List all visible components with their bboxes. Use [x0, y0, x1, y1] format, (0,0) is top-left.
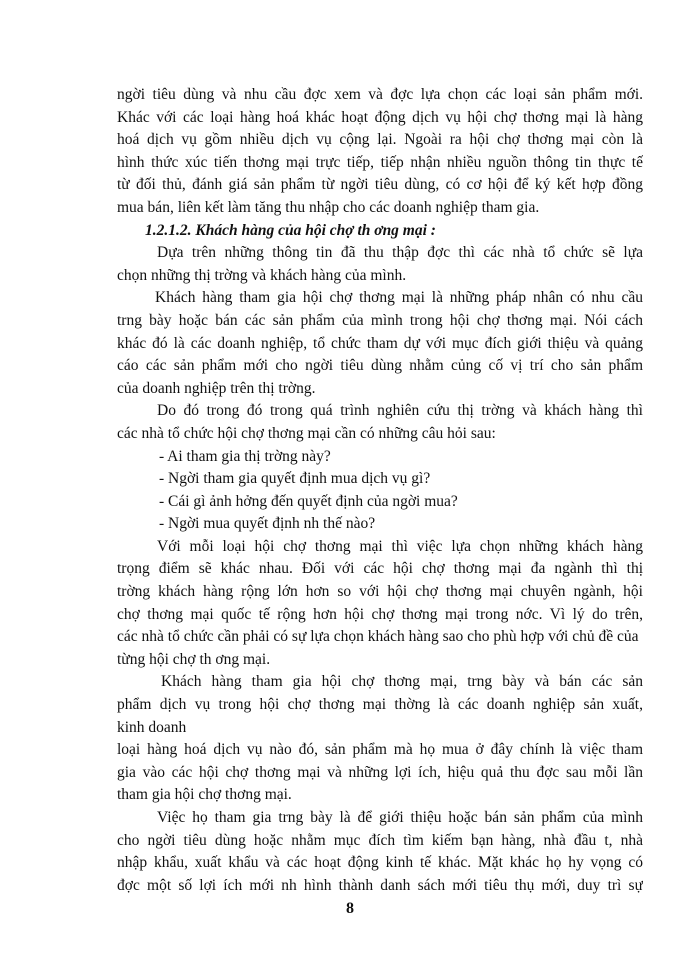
- question-item: - Ngời tham gia quyết định mua dịch vụ gì?: [159, 470, 431, 488]
- text-line: Do đó trong đó trong quá trình nghiên cứu thị trờng và khách hàng thì: [157, 402, 643, 420]
- text-line: trờng khách hàng rộng lớn hơn so với hội chợ thơng mại chuyên ngành, hội: [117, 583, 643, 601]
- text-line: của doanh nghiệp trên thị trờng.: [117, 379, 316, 397]
- text-line: Dựa trên những thông tin đã thu thập đợc thì các nhà tổ chức sẽ lựa: [157, 244, 643, 262]
- text-line: kinh doanh: [117, 718, 187, 736]
- question-item: - Cái gì ảnh hởng đến quyết định của ngời mua?: [159, 492, 458, 510]
- text-line: Việc họ tham gia trng bày là để giới thiệu hoặc bán sản phẩm của mình: [157, 809, 643, 826]
- text-line: khác đó là các doanh nghiệp, tổ chức tham dự với mục đích giới thiệu và quảng: [117, 334, 643, 352]
- text-line: gia vào các hội chợ thơng mại và những lợi ích, hiệu quả thu đợc sau mỗi lần: [117, 763, 643, 781]
- question-item: - Ai tham gia thị trờng này?: [159, 447, 331, 465]
- text-line: chợ thơng mại quốc tế rộng hơn hội chợ thơng mại trong nớc. Vì lý do trên,: [117, 605, 643, 623]
- text-line: hoá dịch vụ gồm nhiều dịch vụ cộng lại. Ngoài ra hội chợ thơng mại còn là: [117, 131, 643, 149]
- text-line: cho ngời tiêu dùng hoặc nhằm mục đích tìm kiếm bạn hàng, nhà đầu t, nhà: [117, 831, 643, 849]
- text-line: Khách hàng tham gia hội chợ thơng mại là những pháp nhân có nhu cầu: [155, 289, 643, 307]
- text-line: đợc một số lợi ích mới nh hình thành danh sách mới tiêu thụ mới, duy trì sự: [117, 876, 643, 894]
- text-line: các nhà tổ chức hội chợ thơng mại cần có những câu hỏi sau:: [117, 424, 496, 442]
- text-line: loại hàng hoá dịch vụ nào đó, sản phẩm mà họ mua ở đây chính là việc tham: [117, 741, 643, 759]
- text-line: Với mỗi loại hội chợ thơng mại thì việc lựa chọn những khách hàng: [157, 537, 643, 555]
- text-line: chọn những thị trờng và khách hàng của mình.: [117, 266, 407, 284]
- text-line: trng bày hoặc bán các sản phẩm của mình trong hội chợ thơng mại. Nói cách: [117, 311, 643, 329]
- text-line: nhập khẩu, xuất khẩu và các hoạt động kinh tế khác. Mặt khác họ hy vọng có: [117, 854, 643, 872]
- text-line: từng hội chợ th ơng mại.: [117, 650, 271, 668]
- question-item: - Ngời mua quyết định nh thế nào?: [159, 515, 376, 533]
- text-line: phẩm dịch vụ trong hội chợ thơng mại thờng là các doanh nghiệp sản xuất,: [117, 696, 643, 714]
- text-line: trọng điểm sẽ khác nhau. Đối với các hội chợ thơng mại đa ngành thì thị: [117, 560, 643, 578]
- body-text: [117, 84, 643, 897]
- section-heading: 1.2.1.2. Khách hàng của hội chợ th ơng mại :: [145, 221, 436, 239]
- text-line: tham gia hội chợ thơng mại.: [117, 786, 292, 804]
- text-line: Khách hàng tham gia hội chợ thơng mại, trng bày và bán các sản: [161, 673, 643, 691]
- text-line: ngời tiêu dùng và nhu cầu đợc xem và đợc lựa chọn các loại sản phẩm mới.: [117, 86, 643, 103]
- text-line: cáo các sản phẩm mới cho ngời tiêu dùng nhằm củng cố vị trí cho sản phẩm: [117, 357, 643, 375]
- text-line: từ đối thủ, đánh giá sản phẩm từ ngời tiêu dùng, có cơ hội để ký kết hợp đồng: [117, 176, 643, 194]
- text-line: hình thức xúc tiến thơng mại trực tiếp, tiếp nhận nhiều nguồn thông tin thực tế: [117, 153, 643, 171]
- text-line: Khác với các loại hàng hoá khác hoạt động dịch vụ hội chợ thơng mại là hàng: [117, 108, 643, 126]
- text-line: mua bán, liên kết làm tăng thu nhập cho các doanh nghiệp tham gia.: [117, 198, 540, 216]
- text-line: các nhà tổ chức cần phải có sự lựa chọn khách hàng sao cho phù hợp với chủ đề của: [117, 628, 639, 646]
- page-number: 8: [346, 900, 354, 917]
